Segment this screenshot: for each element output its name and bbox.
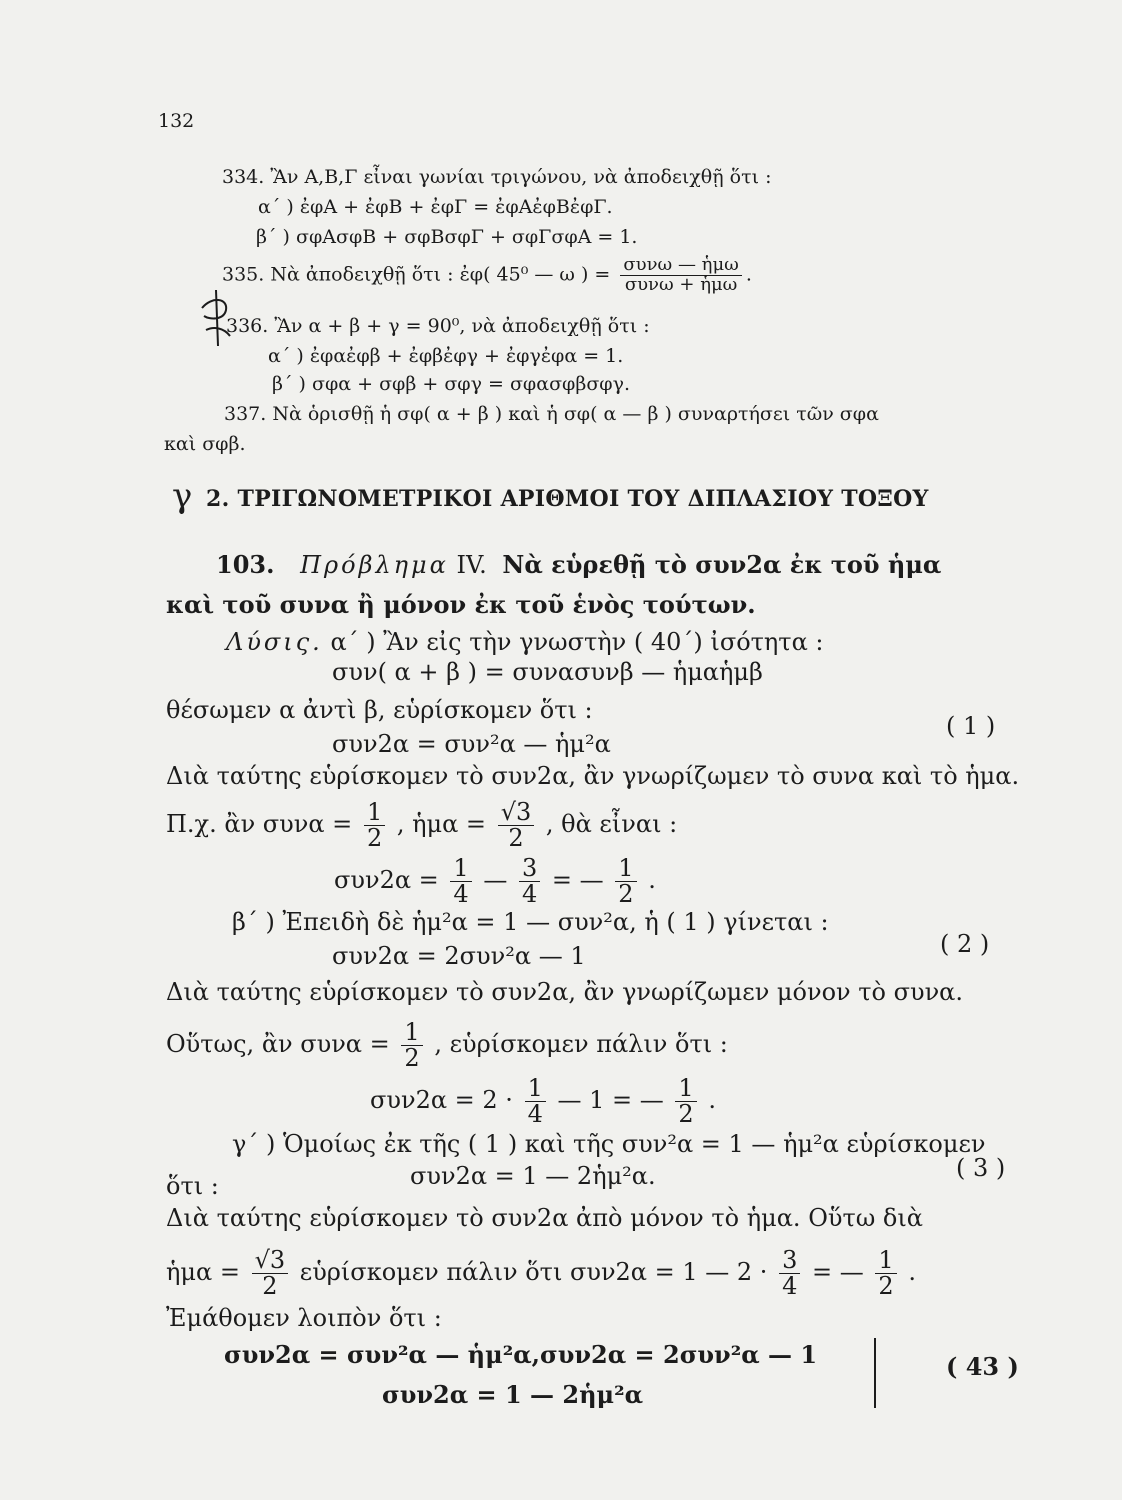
numerator: 1	[450, 856, 471, 882]
exercise-label: 334.	[222, 166, 265, 188]
numerator: 1	[875, 1248, 896, 1274]
example-line	[166, 800, 677, 851]
denominator: 2	[404, 1044, 420, 1073]
learned-line: Ἐμάθομεν λοιπὸν ὅτι :	[166, 1304, 442, 1332]
exercise-label: 336.	[226, 315, 269, 337]
text: = —	[812, 1258, 864, 1287]
problem-heading	[216, 550, 941, 579]
text: συν2α = 2 ·	[370, 1086, 513, 1115]
equation-2: συν2α = 2συν²α — 1	[332, 942, 586, 970]
text: , θὰ εἶναι :	[545, 810, 678, 839]
equation-3: συν2α = 1 — 2ἡμ²α.	[410, 1162, 656, 1190]
fraction	[498, 800, 535, 851]
summary-formula-1: συν2α = συν²α — ἡμ²α,	[224, 1340, 541, 1369]
fraction	[525, 1076, 546, 1127]
problem-statement-cont: καὶ τοῦ συνα ἢ μόνον ἐκ τοῦ ἑνὸς τούτων.	[166, 590, 756, 619]
fraction	[450, 856, 471, 907]
numerator: 1	[364, 800, 385, 826]
denominator: 4	[527, 1100, 543, 1129]
problem-roman: IV.	[456, 551, 487, 579]
solution-b-so	[166, 1020, 728, 1071]
text: εὑρίσκομεν πάλιν ὅτι συν2α = 1 — 2 ·	[299, 1258, 768, 1287]
denominator: 2	[262, 1272, 278, 1301]
text: ἡμα =	[166, 1258, 240, 1287]
numerator: 3	[779, 1248, 800, 1274]
denominator: 2	[618, 880, 634, 909]
denominator: 4	[453, 880, 469, 909]
fraction	[364, 800, 385, 851]
section-mark: γ	[172, 476, 193, 516]
exercise-text: Ἂν Α,Β,Γ εἶναι γωνίαι τριγώνου, νὰ ἀποδειχθῇ ὅτι :	[270, 166, 772, 188]
solution-g-hoti: ὅτι :	[166, 1172, 219, 1200]
exercise-334	[222, 166, 772, 188]
page-number: 132	[158, 110, 195, 132]
fraction	[252, 1248, 289, 1299]
exercise-label: 337.	[224, 403, 267, 425]
fraction	[615, 856, 636, 907]
summary-formula-3: συν2α = 1 — 2ἡμ²α	[382, 1380, 644, 1409]
problem-statement: Νὰ εὑρεθῇ τὸ συν2α ἐκ τοῦ ἡμα	[502, 550, 942, 579]
numerator: 3	[519, 856, 540, 882]
solution-b-through: Διὰ ταύτης εὑρίσκομεν τὸ συν2α, ἂν γνωρίζωμεν μόνον τὸ συνα.	[166, 978, 963, 1006]
text: , ἡμα =	[396, 810, 487, 839]
text: Π.χ. ἂν συνα =	[166, 810, 353, 839]
summary-formula-2: συν2α = 2συν²α — 1	[540, 1340, 818, 1369]
solution-b-result: συν2α = 2 · $\frac{1}{4}$ — 1 = — $\frac{1}{2}$ .	[370, 1074, 716, 1129]
fraction	[675, 1076, 696, 1127]
exercise-335	[222, 256, 752, 295]
equation-1-number: ( 1 )	[946, 712, 996, 740]
denominator: 4	[521, 880, 538, 909]
summary-brace	[874, 1338, 876, 1408]
solution-g-example: ἡμα = $\frac{√3}{2}$ εὑρίσκομεν πάλιν ὅτι συν2α = 1 — 2 · $\frac{3}{4}$ = — $\frac{1}{2}$ .	[166, 1246, 916, 1301]
exercise-336	[226, 315, 650, 337]
solution-b-intro: β΄ ) Ἐπειδὴ δὲ ἡμ²α = 1 — συν²α, ἡ ( 1 ) γίνεται :	[232, 908, 829, 936]
equation-2-number: ( 2 )	[940, 930, 990, 958]
text: = —	[551, 866, 604, 895]
equation-1: συν2α = συν²α — ἡμ²α	[332, 730, 611, 758]
period: .	[745, 263, 752, 286]
exercise-text: Νὰ ὁρισθῇ ἡ σφ( α + β ) καὶ ἡ σφ( α — β ) συναρτήσει τῶν σφα	[272, 403, 879, 425]
text: —	[483, 866, 508, 895]
numerator: 1	[675, 1076, 696, 1102]
problem-number: 103.	[216, 550, 275, 579]
solution-g-intro: γ΄ ) Ὁμοίως ἐκ τῆς ( 1 ) καὶ τῆς συν²α = 1 — ἡμ²α εὑρίσκομεν	[232, 1130, 986, 1158]
fraction	[401, 1020, 422, 1071]
solution-a-through: Διὰ ταύτης εὑρίσκομεν τὸ συν2α, ἂν γνωρίζωμεν τὸ συνα καὶ τὸ ἡμα.	[166, 762, 1020, 790]
lysis-label: Λύσις.	[226, 628, 323, 656]
formula-sum-cos: συν( α + β ) = συνασυνβ — ἡμαἡμβ	[332, 658, 763, 686]
exercise-337	[224, 403, 879, 425]
equation-3-number: ( 3 )	[956, 1154, 1006, 1182]
exercise-label: 335.	[222, 263, 265, 286]
exercise-334-b: β΄ ) σφΑσφΒ + σφΒσφΓ + σφΓσφΑ = 1.	[256, 226, 638, 248]
text: α΄ ) Ἂν εἰς τὴν γνωστὴν ( 40΄) ἰσότητα :	[330, 628, 824, 656]
fraction	[519, 856, 540, 907]
denominator: 4	[782, 1272, 798, 1301]
solution-a-intro	[226, 628, 824, 656]
example-result: συν2α = $\frac{1}{4}$ — $\frac{3}{4}$ = — $\frac{1}{2}$ .	[334, 854, 656, 909]
denominator: 2	[366, 824, 383, 853]
numerator: √3	[498, 800, 535, 826]
numerator: 1	[525, 1076, 546, 1102]
exercise-337-cont: καὶ σφβ.	[164, 433, 246, 455]
numerator: 1	[615, 856, 636, 882]
denominator: 2	[878, 1272, 894, 1301]
denominator: 2	[508, 824, 524, 853]
text: , εὑρίσκομεν πάλιν ὅτι :	[434, 1030, 728, 1059]
numerator: 1	[401, 1020, 422, 1046]
exercise-336-a: α΄ ) ἐφαἐφβ + ἐφβἐφγ + ἐφγἐφα = 1.	[268, 345, 624, 367]
fraction	[779, 1248, 800, 1299]
exercise-text: Ἂν α + β + γ = 90⁰, νὰ ἀποδειχθῇ ὅτι :	[274, 315, 650, 337]
section-title: 2. ΤΡΙΓΩΝΟΜΕΤΡΙΚΟΙ ΑΡΙΘΜΟΙ ΤΟΥ ΔΙΠΛΑΣΙΟΥ ΤΟΞΟΥ	[206, 486, 929, 512]
text: Οὕτως, ἂν συνα =	[166, 1030, 390, 1059]
numerator: συνω — ἡμω	[620, 256, 741, 276]
solution-a-set: θέσωμεν α ἀντὶ β, εὑρίσκομεν ὅτι :	[166, 696, 593, 724]
denominator: συνω + ἡμω	[624, 273, 738, 295]
fraction	[875, 1248, 896, 1299]
numerator: √3	[252, 1248, 289, 1274]
denominator: 2	[678, 1100, 694, 1129]
exercise-334-a: α΄ ) ἐφΑ + ἐφΒ + ἐφΓ = ἐφΑἐφΒἐφΓ.	[258, 196, 613, 218]
text: συν2α =	[334, 866, 439, 895]
solution-g-through: Διὰ ταύτης εὑρίσκομεν τὸ συν2α ἀπὸ μόνον τὸ ἡμα. Οὕτω διὰ	[166, 1204, 923, 1232]
exercise-text: Νὰ ἀποδειχθῇ ὅτι : ἐφ( 45⁰ — ω ) =	[270, 263, 611, 286]
fraction	[620, 256, 741, 295]
problem-label: Πρόβλημα	[300, 551, 449, 579]
exercise-336-b: β΄ ) σφα + σφβ + σφγ = σφασφβσφγ.	[272, 373, 630, 395]
equation-43-number: ( 43 )	[946, 1352, 1019, 1381]
text: — 1 = —	[557, 1086, 664, 1115]
